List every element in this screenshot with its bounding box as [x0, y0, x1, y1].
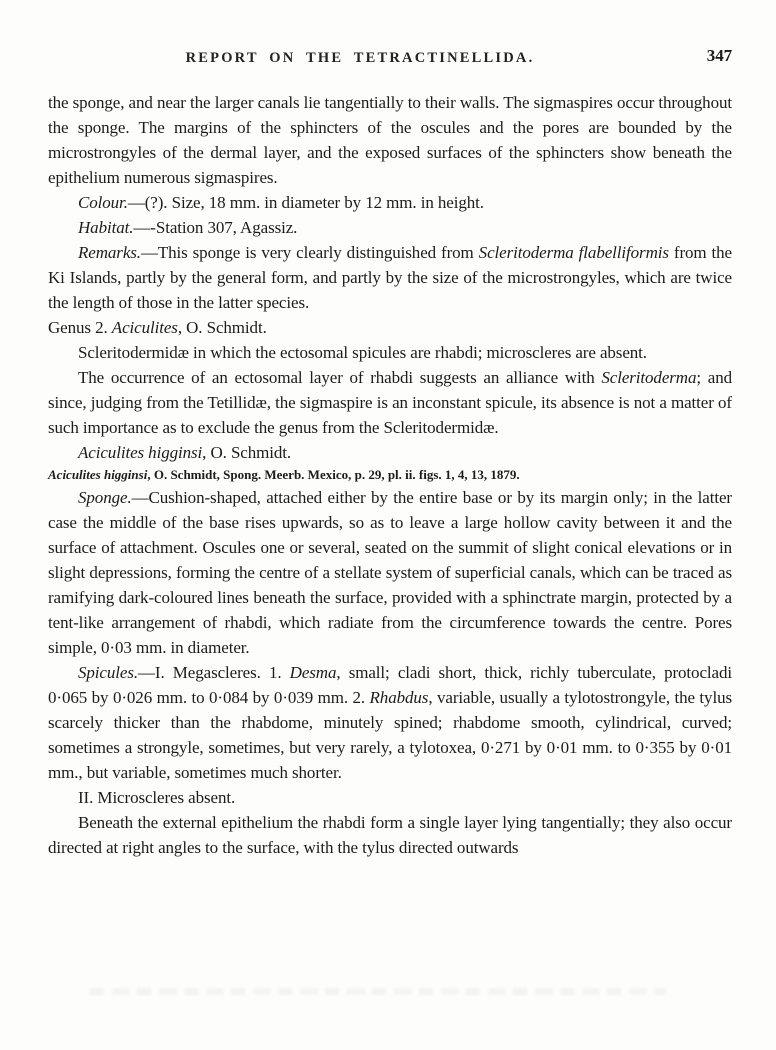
- habitat-line: Habitat.—-Station 307, Agassiz.: [78, 218, 298, 237]
- family-definition-paragraph: Scleritodermidæ in which the ectosomal spicules are rhabdi; microscleres are absent.: [78, 343, 647, 362]
- genus-heading: Genus 2. Aciculites, O. Schmidt.: [48, 318, 267, 337]
- running-title: REPORT ON THE TETRACTINELLIDA.: [185, 50, 535, 66]
- species-heading: Aciculites higginsi, O. Schmidt.: [78, 443, 292, 462]
- continuation-paragraph: the sponge, and near the larger canals lie tangentially to their walls. The sigmaspires occur throughout the sponge. The margins of the sphincters of the oscules and the pores are bounded by the microstrongyles of the dermal layer, and the exposed surfaces of the sphincters show beneath the epithelium numerous sigmaspires.: [48, 93, 732, 187]
- remarks-paragraph: Remarks.—This sponge is very clearly distinguished from Scleritoderma flabelliformis from the Ki Islands, partly by the general form, and partly by the size of the microstrongyles, which are twice the length of those in the latter species.: [48, 243, 733, 312]
- spicules-paragraph: Spicules.—I. Megascleres. 1. Desma, small; cladi short, thick, richly tuberculate, protocladi 0·065 by 0·026 mm. to 0·084 by 0·039 mm. 2. Rhabdus, variable, usually a tylotostrongyle, the tylus scarcely thicker than the rhabdome, minutely spined; rhabdome smooth, cylindrical, curved; sometimes a strongyle, sometimes, but very rarely, a tylotoxea, 0·271 by 0·01 mm. to 0·355 by 0·01 mm., but variable, sometimes much shorter.: [48, 663, 732, 782]
- page-number: 347: [706, 46, 732, 65]
- colour-line: Colour.—(?). Size, 18 mm. in diameter by 12 mm. in height.: [78, 193, 484, 212]
- occurrence-paragraph: The occurrence of an ectosomal layer of rhabdi suggests an alliance with Scleritoderma; and since, judging from the Tetillidæ, the sigmaspire is an inconstant spicule, its absence is not a matter of such importance as to exclude the genus from the Scleritodermidæ.: [48, 368, 732, 437]
- sponge-description-paragraph: Sponge.—Cushion-shaped, attached either by the entire base or by its margin only; in the latter case the middle of the base rises upwards, so as to leave a large hollow cavity between it and the surface of attachment. Oscules one or several, seated on the summit of slight conical elevations or in slight depressions, forming the centre of a stellate system of superficial canals, which can be traced as ramifying dark-coloured lines beneath the surface, provided with a sphinctrate margin, protected by a tent-like arrangement of rhabdi, which radiate from the circumference towards the centre. Pores simple, 0·03 mm. in diameter.: [48, 488, 732, 657]
- running-header: [48, 46, 732, 66]
- ink-bleed-artifact: [90, 988, 666, 995]
- microscleres-line: II. Microscleres absent.: [78, 788, 236, 807]
- synonymy-citation: Aciculites higginsi, O. Schmidt, Spong. Meerb. Mexico, p. 29, pl. ii. figs. 1, 4, 13, 1879.: [48, 467, 520, 482]
- closing-paragraph: Beneath the external epithelium the rhabdi form a single layer lying tangentially; they also occur directed at right angles to the surface, with the tylus directed outwards: [48, 813, 732, 857]
